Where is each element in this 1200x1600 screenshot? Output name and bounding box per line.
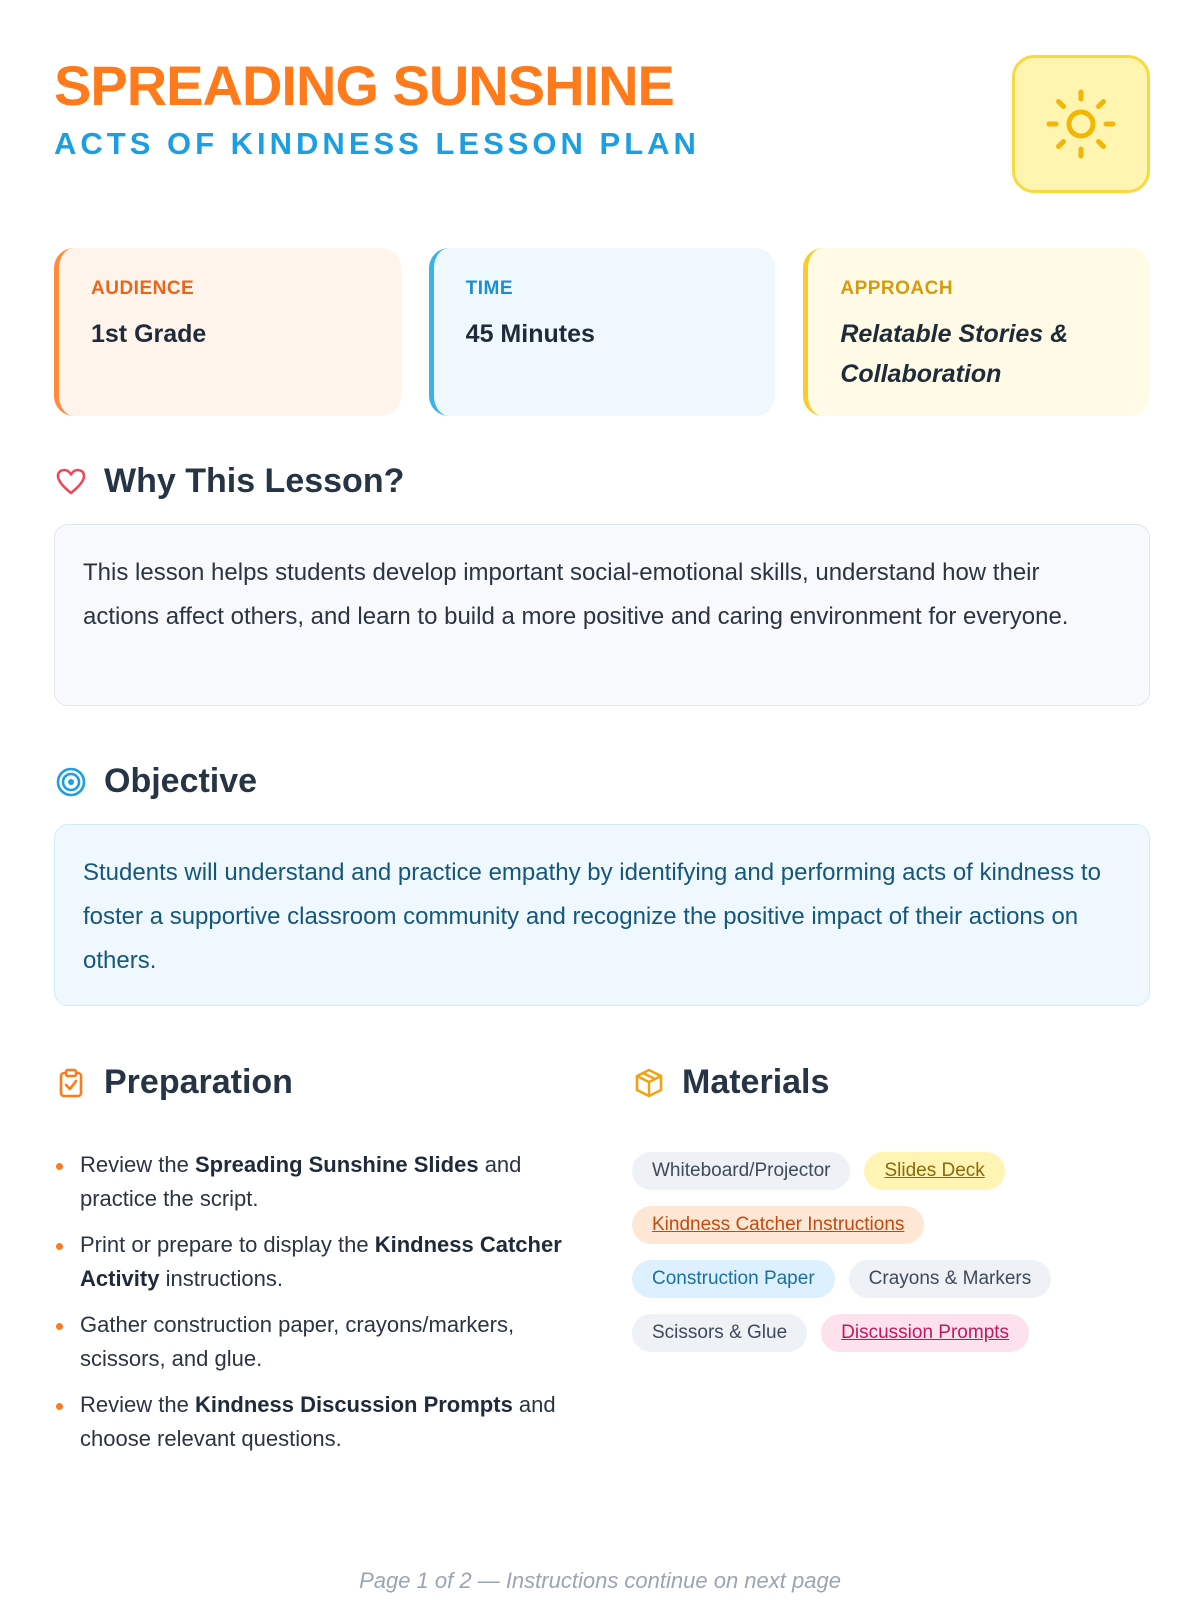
heart-icon (54, 465, 88, 499)
approach-value-line1: Relatable Stories & (840, 320, 1069, 348)
preparation-heading-text: Preparation (104, 1063, 293, 1101)
material-link-kindness-catcher[interactable]: Kindness Catcher Instructions (632, 1206, 924, 1244)
material-chip-scissors: Scissors & Glue (632, 1314, 807, 1352)
objective-panel (54, 824, 1150, 1006)
target-icon (54, 765, 88, 799)
time-value: 45 Minutes (465, 320, 595, 348)
approach-card (803, 248, 1150, 416)
why-heading (54, 462, 404, 501)
audience-card (54, 248, 401, 416)
list-item: Print or prepare to display the Kindness Catcher Activity instructions. (54, 1228, 574, 1296)
list-item: Review the Spreading Sunshine Slides and practice the script. (54, 1148, 574, 1216)
preparation-heading (54, 1063, 293, 1102)
page-subtitle: ACTS OF KINDNESS LESSON PLAN (54, 126, 700, 161)
approach-value-line2: Collaboration (840, 360, 1002, 388)
material-chip-crayons: Crayons & Markers (849, 1260, 1052, 1298)
sun-icon (1043, 86, 1119, 162)
audience-value: 1st Grade (91, 320, 207, 348)
objective-heading-text: Objective (104, 762, 258, 800)
materials-chips (632, 1152, 1152, 1368)
approach-value (840, 314, 1120, 394)
material-link-slides-deck[interactable]: Slides Deck (864, 1152, 1004, 1190)
material-link-discussion-prompts[interactable]: Discussion Prompts (821, 1314, 1029, 1352)
clipboard-check-icon (54, 1066, 88, 1100)
box-icon (632, 1066, 666, 1100)
why-heading-text: Why This Lesson? (104, 462, 405, 500)
list-item: Review the Kindness Discussion Prompts and choose relevant questions. (54, 1388, 574, 1456)
audience-label: AUDIENCE (91, 278, 195, 299)
page-header (54, 54, 700, 161)
objective-heading (54, 762, 257, 801)
page-title: SPREADING SUNSHINE (54, 54, 674, 117)
why-panel (54, 524, 1150, 706)
approach-label: APPROACH (840, 278, 954, 299)
sun-badge (1012, 55, 1150, 193)
objective-body: Students will understand and practice empathy by identifying and performing acts of kindness to foster a supportive classroom community and recognize the positive impact of their actions on others. (83, 859, 1101, 974)
materials-heading-text: Materials (682, 1063, 830, 1101)
material-chip-whiteboard: Whiteboard/Projector (632, 1152, 850, 1190)
page-footer: Page 1 of 2 — Instructions continue on next page (359, 1568, 841, 1593)
list-item: Gather construction paper, crayons/markers, scissors, and glue. (54, 1308, 574, 1376)
preparation-list (54, 1148, 574, 1468)
info-cards (54, 248, 1150, 416)
time-card (429, 248, 776, 416)
why-body: This lesson helps students develop important social-emotional skills, understand how their actions affect others, and learn to build a more positive and caring environment for everyone. (83, 559, 1069, 630)
time-label: TIME (465, 278, 514, 299)
material-chip-construction-paper: Construction Paper (632, 1260, 835, 1298)
materials-heading (632, 1063, 829, 1102)
